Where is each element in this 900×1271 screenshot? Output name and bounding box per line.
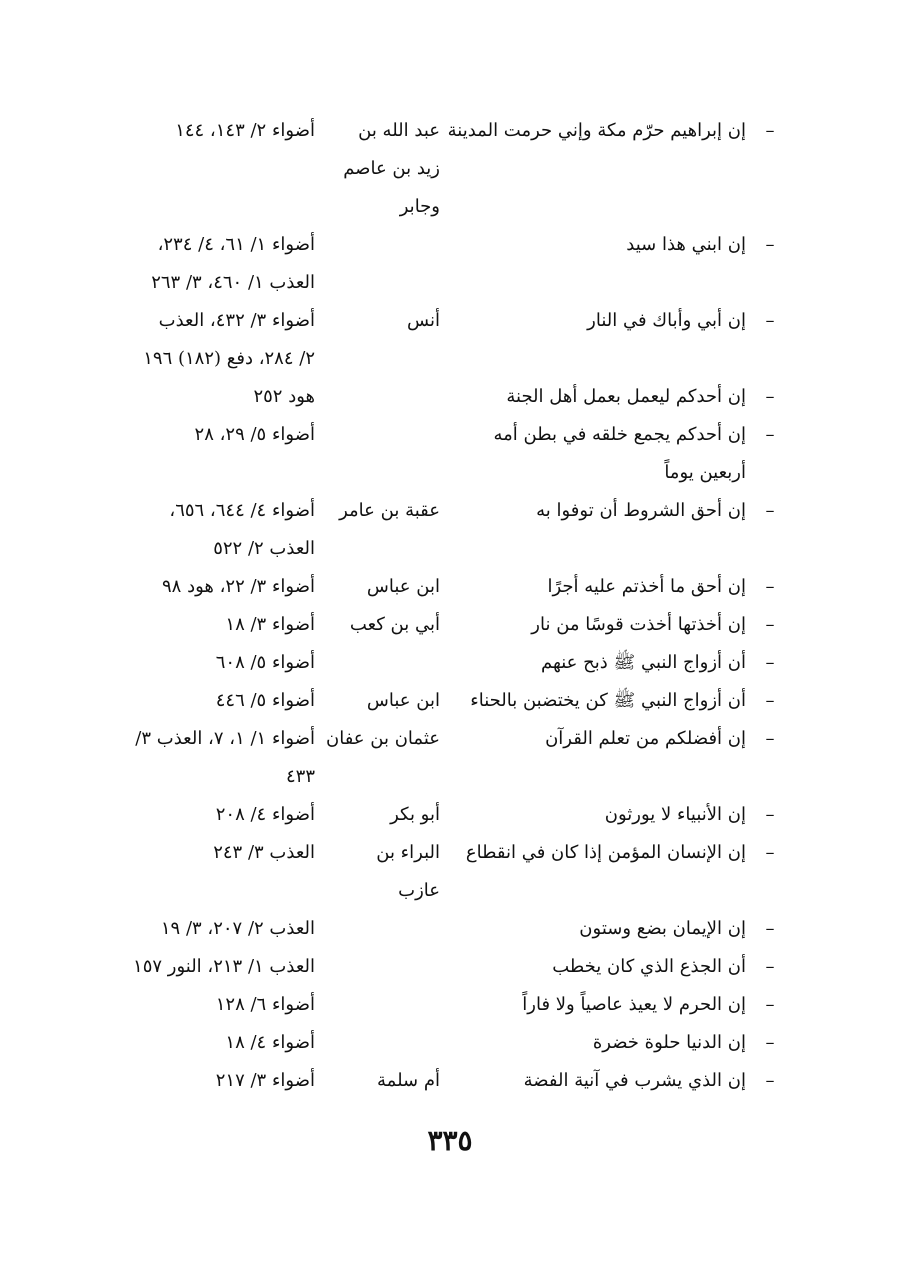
source-reference-line: العذب ٢/ ٥٢٢: [213, 538, 315, 559]
narrator-text-line: ابن عباس: [366, 690, 440, 711]
narrator-text: [325, 834, 440, 910]
hadith-text: [446, 226, 746, 264]
source-reference-line: العذب ٣/ ٢٤٣: [213, 842, 315, 863]
hadith-text-line: إن الإنسان المؤمن إذا كان في انقطاع: [465, 842, 746, 863]
narrator-text-line: عازب: [398, 880, 440, 901]
source-reference: [120, 910, 315, 948]
index-entry: [120, 948, 780, 986]
entry-dash: –: [765, 576, 775, 597]
source-reference-line: العذب ٢/ ٢٠٧، ٣/ ١٩: [160, 918, 315, 939]
narrator-text: [325, 492, 440, 530]
narrator-text-line: عثمان بن عفان: [326, 728, 440, 749]
narrator-text: [325, 112, 440, 226]
source-reference-line: أضواء ٣/ ١٨: [225, 614, 315, 635]
narrator-text: [325, 568, 440, 606]
entry-dash: –: [765, 424, 775, 445]
index-entry: [120, 1024, 780, 1062]
hadith-text-line: إن ابني هذا سيد: [626, 234, 746, 255]
index-entry: [120, 986, 780, 1024]
entry-dash: –: [765, 804, 775, 825]
index-entry: [120, 910, 780, 948]
source-reference: [120, 1062, 315, 1100]
entry-dash: –: [765, 1032, 775, 1053]
hadith-text-line: إن أخذتها أخذت قوسًا من نار: [531, 614, 746, 635]
hadith-text-line: إن أحدكم ليعمل بعمل أهل الجنة: [506, 386, 746, 407]
hadith-text-line: أن أزواج النبي ﷺ كن يختضبن بالحناء: [470, 690, 746, 711]
hadith-text: [446, 644, 746, 682]
entry-dash: –: [765, 120, 775, 141]
hadith-text-line: إن الحرم لا يعيذ عاصياً ولا فاراً: [522, 994, 746, 1015]
entry-dash: –: [765, 690, 775, 711]
hadith-text: [446, 834, 746, 872]
index-entry: [120, 226, 780, 302]
hadith-text-line: إن أبي وأباك في النار: [587, 310, 746, 331]
source-reference-line: أضواء ٣/ ٤٣٢، العذب: [158, 310, 315, 331]
source-reference-line: أضواء ١/ ١، ٧، العذب ٣/: [135, 728, 315, 749]
narrator-text-line: أبي بن كعب: [349, 614, 440, 635]
hadith-text: [446, 416, 746, 492]
narrator-text-line: أم سلمة: [377, 1070, 440, 1091]
narrator-text-line: أبو بكر: [390, 804, 440, 825]
source-reference: [120, 378, 315, 416]
source-reference-line: أضواء ٤/ ١٨: [225, 1032, 315, 1053]
index-entry: [120, 644, 780, 682]
hadith-text: [446, 378, 746, 416]
hadith-text: [446, 302, 746, 340]
hadith-text-line: إن إبراهيم حرّم مكة وإني حرمت المدينة: [447, 120, 746, 141]
source-reference: [120, 948, 315, 986]
entry-dash: –: [765, 234, 775, 255]
hadith-text: [446, 986, 746, 1024]
narrator-text-line: أنس: [407, 310, 440, 331]
index-entry: [120, 492, 780, 568]
index-entry: [120, 568, 780, 606]
source-reference: [120, 606, 315, 644]
hadith-text: [446, 1024, 746, 1062]
narrator-text: [325, 302, 440, 340]
source-reference: [120, 682, 315, 720]
hadith-text: [446, 1062, 746, 1100]
hadith-text-line: إن الذي يشرب في آنية الفضة: [523, 1070, 746, 1091]
hadith-text-line: إن الدنيا حلوة خضرة: [592, 1032, 746, 1053]
narrator-text: [325, 606, 440, 644]
hadith-text-line: أربعين يوماً: [664, 462, 746, 483]
narrator-text: [325, 682, 440, 720]
source-reference: [120, 302, 315, 378]
entry-dash: –: [765, 728, 775, 749]
hadith-text: [446, 948, 746, 986]
hadith-text: [446, 720, 746, 758]
index-entry: [120, 606, 780, 644]
narrator-text: [325, 720, 440, 758]
hadith-text-line: إن الإيمان بضع وستون: [579, 918, 746, 939]
hadith-text-line: إن أحق الشروط أن توفوا به: [536, 500, 746, 521]
page-number: ٣٣٥: [427, 1124, 473, 1157]
source-reference: [120, 644, 315, 682]
entry-dash: –: [765, 310, 775, 331]
source-reference-line: أضواء ٥/ ٢٩، ٢٨: [194, 424, 315, 445]
source-reference-line: أضواء ٥/ ٦٠٨: [215, 652, 315, 673]
narrator-text: [325, 796, 440, 834]
hadith-text-line: أن أزواج النبي ﷺ ذبح عنهم: [540, 652, 746, 673]
source-reference: [120, 834, 315, 872]
hadith-text: [446, 682, 746, 720]
source-reference: [120, 112, 315, 150]
source-reference: [120, 796, 315, 834]
index-entry: [120, 302, 780, 378]
entry-dash: –: [765, 386, 775, 407]
narrator-text-line: البراء بن: [376, 842, 440, 863]
source-reference-line: أضواء ٤/ ٢٠٨: [215, 804, 315, 825]
hadith-text-line: إن الأنبياء لا يورثون: [604, 804, 746, 825]
entry-dash: –: [765, 918, 775, 939]
hadith-text: [446, 910, 746, 948]
source-reference-line: أضواء ٣/ ٢١٧: [215, 1070, 315, 1091]
source-reference-line: العذب ١/ ٤٦٠، ٣/ ٢٦٣: [151, 272, 315, 293]
narrator-text-line: عبد الله بن: [358, 120, 440, 141]
source-reference: [120, 492, 315, 568]
index-entry: [120, 112, 780, 226]
source-reference: [120, 986, 315, 1024]
hadith-index-list: [120, 112, 780, 1100]
index-entry: [120, 378, 780, 416]
narrator-text-line: ابن عباس: [366, 576, 440, 597]
source-reference: [120, 568, 315, 606]
narrator-text-line: عقبة بن عامر: [339, 500, 440, 521]
source-reference-line: هود ٢٥٢: [253, 386, 315, 407]
hadith-text-line: إن أفضلكم من تعلم القرآن: [545, 728, 746, 749]
narrator-text-line: وجابر: [399, 196, 440, 217]
entry-dash: –: [765, 994, 775, 1015]
index-entry: [120, 720, 780, 796]
index-entry: [120, 416, 780, 492]
entry-dash: –: [765, 614, 775, 635]
source-reference-line: ٤٣٣: [285, 766, 315, 787]
hadith-text: [446, 606, 746, 644]
source-reference: [120, 1024, 315, 1062]
index-entry: [120, 834, 780, 910]
source-reference: [120, 416, 315, 454]
source-reference: [120, 226, 315, 302]
entry-dash: –: [765, 1070, 775, 1091]
hadith-text: [446, 492, 746, 530]
source-reference-line: العذب ١/ ٢١٣، النور ١٥٧: [133, 956, 315, 977]
entry-dash: –: [765, 500, 775, 521]
entry-dash: –: [765, 956, 775, 977]
index-entry: [120, 682, 780, 720]
source-reference: [120, 720, 315, 796]
entry-dash: –: [765, 842, 775, 863]
source-reference-line: أضواء ٦/ ١٢٨: [215, 994, 315, 1015]
source-reference-line: أضواء ٥/ ٤٤٦: [215, 690, 315, 711]
entry-dash: –: [765, 652, 775, 673]
source-reference-line: أضواء ٤/ ٦٤٤، ٦٥٦،: [169, 500, 315, 521]
hadith-text-line: إن أحق ما أخذتم عليه أجرًا: [547, 576, 746, 597]
source-reference-line: أضواء ١/ ٦١، ٤/ ٢٣٤،: [157, 234, 315, 255]
hadith-text-line: إن أحدكم يجمع خلقه في بطن أمه: [493, 424, 746, 445]
source-reference-line: أضواء ٣/ ٢٢، هود ٩٨: [162, 576, 315, 597]
source-reference-line: ٢/ ٢٨٤، دفع (١٨٢) ١٩٦: [143, 348, 315, 369]
narrator-text-line: زيد بن عاصم: [343, 158, 440, 179]
source-reference-line: أضواء ٢/ ١٤٣، ١٤٤: [175, 120, 315, 141]
hadith-text: [446, 568, 746, 606]
index-entry: [120, 1062, 780, 1100]
hadith-text-line: أن الجذع الذي كان يخطب: [552, 956, 746, 977]
hadith-text: [446, 796, 746, 834]
index-entry: [120, 796, 780, 834]
hadith-text: [446, 112, 746, 150]
narrator-text: [325, 1062, 440, 1100]
